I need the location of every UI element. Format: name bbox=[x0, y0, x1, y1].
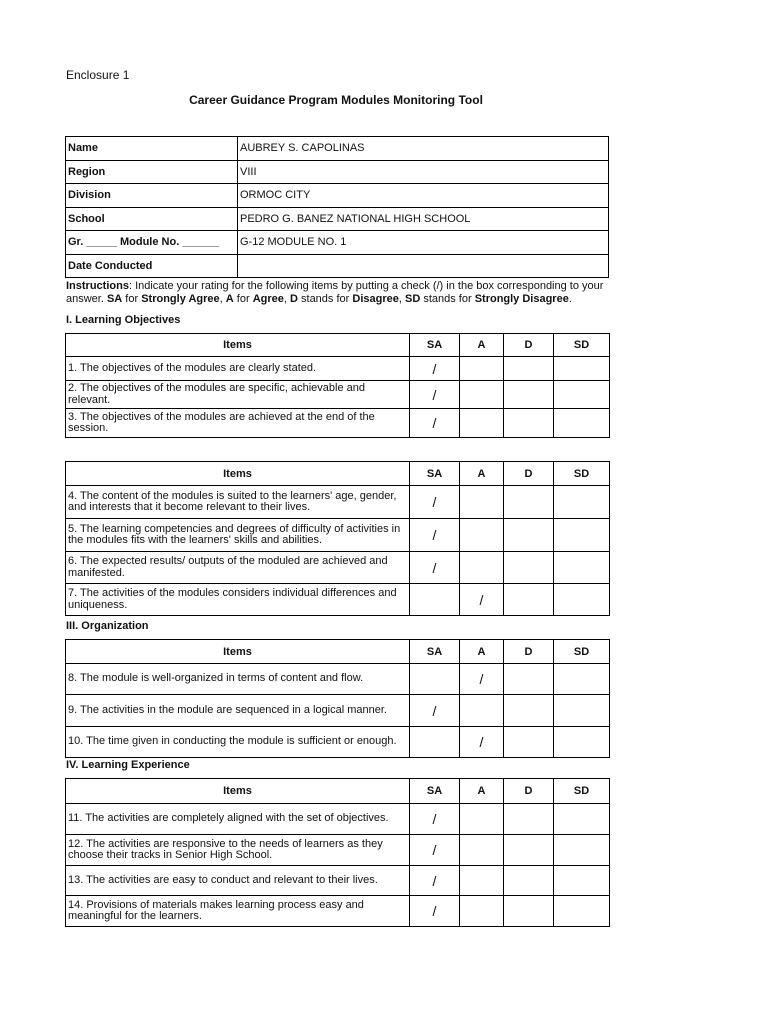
rating-cell-sa[interactable]: / bbox=[410, 896, 460, 927]
rating-cell-sd[interactable] bbox=[554, 866, 610, 896]
rating-cell-a[interactable] bbox=[460, 519, 504, 552]
instructions-lead: Instructions bbox=[66, 280, 129, 292]
item-text: 3. The objectives of the modules are achieved at the end of the session. bbox=[66, 409, 410, 438]
rating-cell-d[interactable] bbox=[504, 727, 554, 758]
item-text: 8. The module is well-organized in terms of content and flow. bbox=[66, 664, 410, 695]
item-text: 10. The time given in conducting the module is sufficient or enough. bbox=[66, 727, 410, 758]
info-label: Region bbox=[66, 160, 238, 184]
rating-cell-d[interactable] bbox=[504, 695, 554, 727]
rating-cell-sa[interactable]: / bbox=[410, 804, 460, 835]
info-label: Name bbox=[66, 137, 238, 161]
column-header-sa: SA bbox=[410, 462, 460, 486]
item-text: 12. The activities are responsive to the needs of learners as they choose their tracks in Senior High School. bbox=[66, 835, 410, 866]
item-text: 9. The activities in the module are sequenced in a logical manner. bbox=[66, 695, 410, 727]
rating-cell-d[interactable] bbox=[504, 381, 554, 409]
rating-cell-sd[interactable] bbox=[554, 584, 610, 616]
column-header-items: Items bbox=[66, 640, 410, 664]
item-text: 1. The objectives of the modules are clearly stated. bbox=[66, 357, 410, 381]
section-title-learning-experience: IV. Learning Experience bbox=[66, 759, 190, 771]
item-text: 13. The activities are easy to conduct and relevant to their lives. bbox=[66, 866, 410, 896]
rating-cell-a[interactable] bbox=[460, 866, 504, 896]
instructions-connector: stands for bbox=[297, 292, 353, 305]
table-row bbox=[66, 835, 610, 866]
rating-cell-sa[interactable] bbox=[410, 584, 460, 616]
rating-cell-d[interactable] bbox=[504, 664, 554, 695]
column-header-d: D bbox=[504, 334, 554, 357]
column-header-items: Items bbox=[66, 779, 410, 804]
rating-cell-sd[interactable] bbox=[554, 552, 610, 584]
info-row bbox=[66, 231, 609, 255]
info-value: PEDRO G. BANEZ NATIONAL HIGH SCHOOL bbox=[238, 207, 609, 231]
key-d-full: Disagree bbox=[352, 292, 399, 305]
info-row bbox=[66, 184, 609, 208]
rating-cell-sd[interactable] bbox=[554, 357, 610, 381]
info-value bbox=[238, 254, 609, 278]
table-row bbox=[66, 381, 610, 409]
enclosure-label: Enclosure 1 bbox=[66, 68, 130, 82]
instructions-connector: stands for bbox=[420, 292, 475, 305]
table-row bbox=[66, 804, 610, 835]
rating-cell-sd[interactable] bbox=[554, 409, 610, 438]
rating-cell-a[interactable] bbox=[460, 695, 504, 727]
item-text: 11. The activities are completely aligned with the set of objectives. bbox=[66, 804, 410, 835]
instructions-connector: , bbox=[283, 292, 290, 305]
rating-cell-a[interactable] bbox=[460, 409, 504, 438]
rating-cell-d[interactable] bbox=[504, 804, 554, 835]
item-text: 2. The objectives of the modules are specific, achievable and relevant. bbox=[66, 381, 410, 409]
column-header-sa: SA bbox=[410, 779, 460, 804]
rating-cell-d[interactable] bbox=[504, 486, 554, 519]
rating-cell-a[interactable] bbox=[460, 381, 504, 409]
key-sa-full: Strongly Agree bbox=[141, 292, 220, 305]
info-label: Date Conducted bbox=[66, 254, 238, 278]
rating-table-learning-objectives bbox=[65, 333, 610, 438]
info-row bbox=[66, 207, 609, 231]
rating-cell-sa[interactable]: / bbox=[410, 486, 460, 519]
rating-cell-sd[interactable] bbox=[554, 695, 610, 727]
info-row bbox=[66, 160, 609, 184]
column-header-sa: SA bbox=[410, 334, 460, 357]
rating-cell-d[interactable] bbox=[504, 552, 554, 584]
rating-cell-a[interactable] bbox=[460, 552, 504, 584]
rating-cell-sa[interactable]: / bbox=[410, 519, 460, 552]
rating-cell-a[interactable]: / bbox=[460, 584, 504, 616]
rating-cell-d[interactable] bbox=[504, 584, 554, 616]
column-header-sd: SD bbox=[554, 334, 610, 357]
rating-cell-a[interactable] bbox=[460, 357, 504, 381]
instructions-connector: , bbox=[219, 292, 226, 305]
rating-cell-sd[interactable] bbox=[554, 727, 610, 758]
rating-cell-sd[interactable] bbox=[554, 896, 610, 927]
rating-table-organization bbox=[65, 639, 610, 758]
rating-cell-sa[interactable]: / bbox=[410, 381, 460, 409]
key-sd-full: Strongly Disagree bbox=[474, 292, 569, 305]
item-text: 14. Provisions of materials makes learning process easy and meaningful for the learners. bbox=[66, 896, 410, 927]
rating-cell-d[interactable] bbox=[504, 896, 554, 927]
rating-cell-sa[interactable]: / bbox=[410, 835, 460, 866]
instructions-connector: for bbox=[122, 292, 142, 305]
rating-cell-sa[interactable]: / bbox=[410, 409, 460, 438]
table-row bbox=[66, 584, 610, 616]
column-header-a: A bbox=[460, 779, 504, 804]
rating-cell-sd[interactable] bbox=[554, 486, 610, 519]
table-row bbox=[66, 357, 610, 381]
item-text: 7. The activities of the modules considers individual differences and uniqueness. bbox=[66, 584, 410, 616]
table-header-row bbox=[66, 779, 610, 804]
rating-table-learning-experience bbox=[65, 778, 610, 927]
table-row bbox=[66, 695, 610, 727]
rating-cell-d[interactable] bbox=[504, 409, 554, 438]
instructions-text bbox=[66, 280, 614, 305]
info-label: School bbox=[66, 207, 238, 231]
document-title: Career Guidance Program Modules Monitoring Tool bbox=[189, 93, 483, 107]
column-header-d: D bbox=[504, 462, 554, 486]
column-header-a: A bbox=[460, 334, 504, 357]
info-value: AUBREY S. CAPOLINAS bbox=[238, 137, 609, 161]
instructions-connector: for bbox=[233, 292, 253, 305]
info-table bbox=[65, 136, 609, 278]
rating-cell-d[interactable] bbox=[504, 835, 554, 866]
rating-cell-sd[interactable] bbox=[554, 835, 610, 866]
rating-cell-sa[interactable]: / bbox=[410, 552, 460, 584]
column-header-sa: SA bbox=[410, 640, 460, 664]
rating-cell-sa[interactable]: / bbox=[410, 866, 460, 896]
info-value: G-12 MODULE NO. 1 bbox=[238, 231, 609, 255]
table-row bbox=[66, 727, 610, 758]
rating-cell-sa[interactable] bbox=[410, 727, 460, 758]
table-header-row bbox=[66, 462, 610, 486]
key-sa: SA bbox=[106, 292, 123, 305]
section-title-organization: III. Organization bbox=[66, 620, 149, 632]
table-row bbox=[66, 896, 610, 927]
item-text: 4. The content of the modules is suited to the learners' age, gender, and interests that it become relevant to their lives. bbox=[66, 486, 410, 519]
column-header-d: D bbox=[504, 779, 554, 804]
column-header-sd: SD bbox=[554, 779, 610, 804]
table-row bbox=[66, 519, 610, 552]
table-header-row bbox=[66, 334, 610, 357]
table-row bbox=[66, 552, 610, 584]
table-row bbox=[66, 664, 610, 695]
key-d: D bbox=[290, 292, 298, 305]
column-header-sd: SD bbox=[554, 640, 610, 664]
rating-cell-d[interactable] bbox=[504, 866, 554, 896]
rating-cell-sd[interactable] bbox=[554, 381, 610, 409]
rating-cell-a[interactable] bbox=[460, 835, 504, 866]
info-row bbox=[66, 254, 609, 278]
rating-cell-d[interactable] bbox=[504, 357, 554, 381]
rating-cell-d[interactable] bbox=[504, 519, 554, 552]
key-sd: SD bbox=[404, 292, 421, 305]
column-header-a: A bbox=[460, 462, 504, 486]
info-value: VIII bbox=[238, 160, 609, 184]
item-text: 5. The learning competencies and degrees of difficulty of activities in the modules fits with the learners' skills and abilities. bbox=[66, 519, 410, 552]
item-text: 6. The expected results/ outputs of the moduled are achieved and manifested. bbox=[66, 552, 410, 584]
table-row bbox=[66, 866, 610, 896]
rating-cell-a[interactable]: / bbox=[460, 664, 504, 695]
rating-cell-sa[interactable]: / bbox=[410, 357, 460, 381]
section-title-learning-objectives: I. Learning Objectives bbox=[66, 314, 181, 326]
rating-cell-a[interactable] bbox=[460, 804, 504, 835]
info-row bbox=[66, 137, 609, 161]
column-header-d: D bbox=[504, 640, 554, 664]
rating-cell-sa[interactable] bbox=[410, 664, 460, 695]
column-header-items: Items bbox=[66, 462, 410, 486]
rating-cell-sd[interactable] bbox=[554, 519, 610, 552]
column-header-sd: SD bbox=[554, 462, 610, 486]
rating-cell-sd[interactable] bbox=[554, 804, 610, 835]
instructions-body: : Indicate your rating for the following items by putting a check (/) in the box corresponding to your answer. bbox=[66, 280, 604, 305]
rating-cell-a[interactable]: / bbox=[460, 727, 504, 758]
info-label: Division bbox=[66, 184, 238, 208]
table-row bbox=[66, 486, 610, 519]
rating-cell-sd[interactable] bbox=[554, 664, 610, 695]
column-header-items: Items bbox=[66, 334, 410, 357]
instructions-connector: . bbox=[568, 292, 572, 305]
instructions-connector: , bbox=[398, 292, 405, 305]
info-label: Gr. _____ Module No. ______ bbox=[66, 231, 238, 255]
key-a: A bbox=[225, 292, 234, 305]
table-row bbox=[66, 409, 610, 438]
rating-cell-a[interactable] bbox=[460, 486, 504, 519]
column-header-a: A bbox=[460, 640, 504, 664]
table-header-row bbox=[66, 640, 610, 664]
rating-table-content bbox=[65, 461, 610, 616]
rating-cell-sa[interactable]: / bbox=[410, 695, 460, 727]
key-a-full: Agree bbox=[252, 292, 284, 305]
info-value: ORMOC CITY bbox=[238, 184, 609, 208]
rating-cell-a[interactable] bbox=[460, 896, 504, 927]
